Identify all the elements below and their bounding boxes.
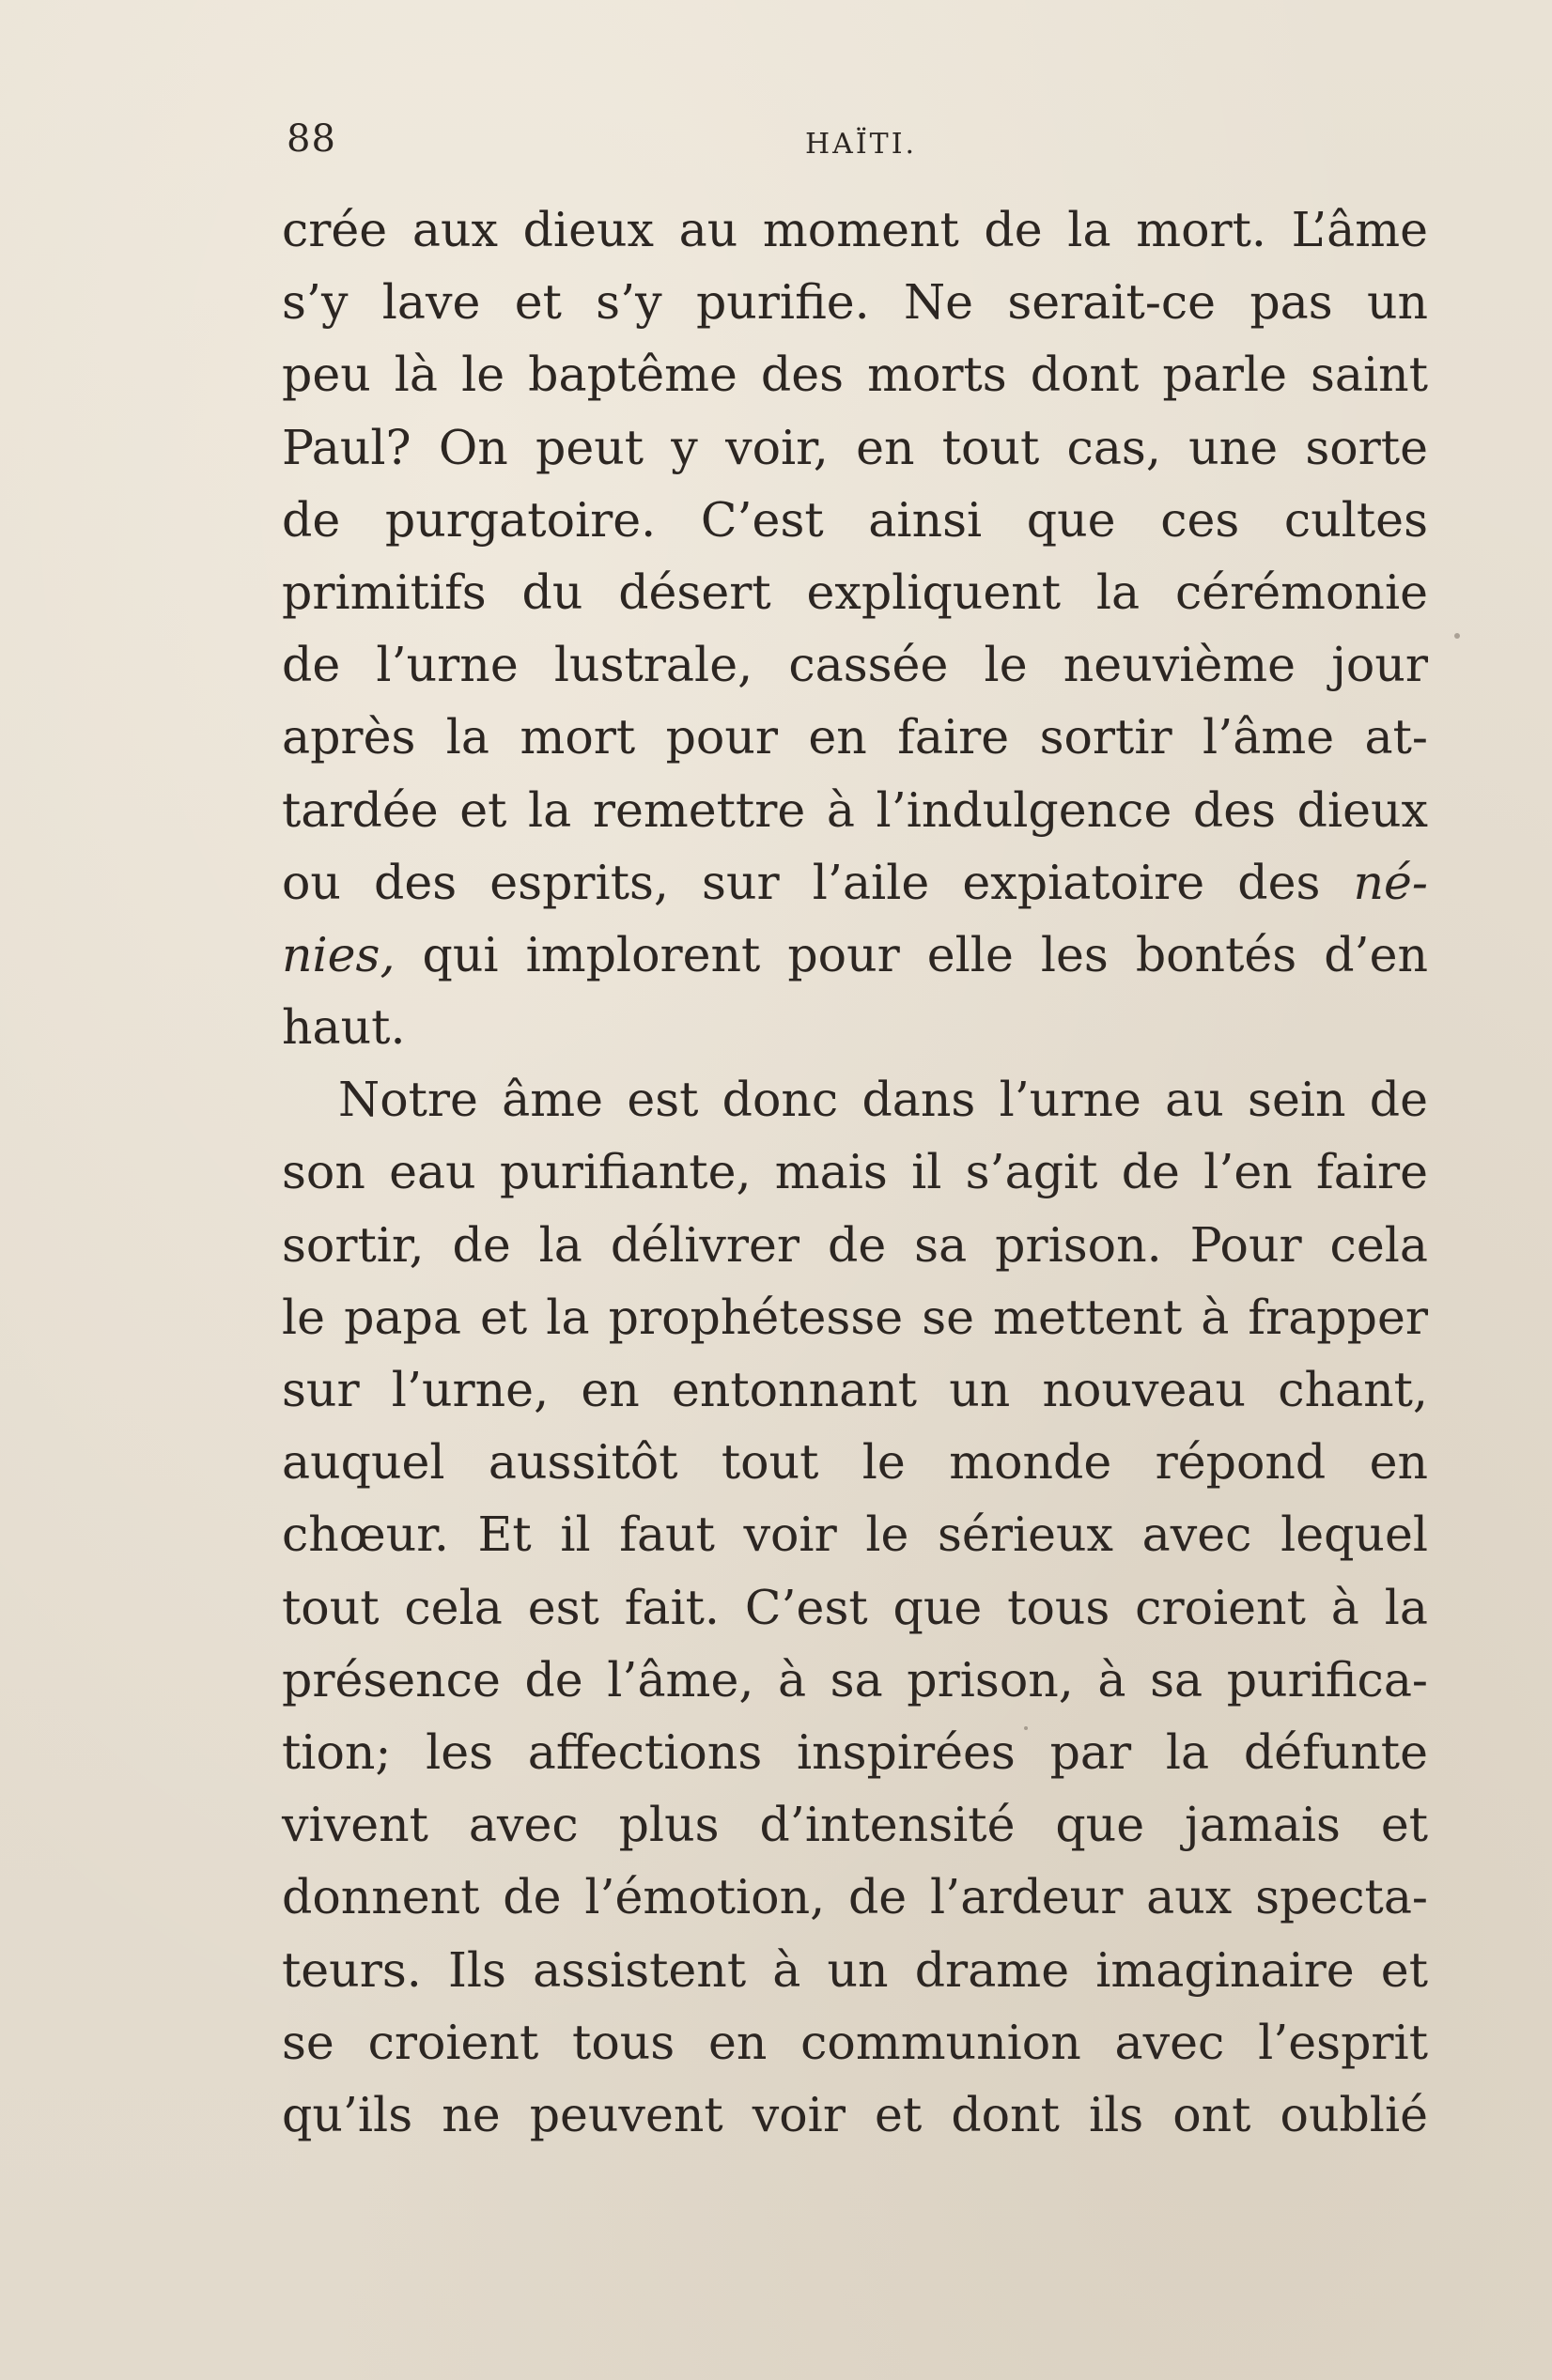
text-line: après la mort pour en faire sortir l’âme at- <box>282 709 1428 765</box>
text-line: sortir, de la délivrer de sa prison. Pour cela <box>282 1216 1428 1273</box>
paper-speck <box>1454 633 1460 639</box>
text-line: auquel aussitôt tout le monde répond en <box>282 1434 1428 1491</box>
running-head: HAÏTI. <box>805 128 918 161</box>
text-line: tion; les affections inspirées par la défunte <box>282 1723 1428 1780</box>
page-header <box>287 111 1428 167</box>
text-line: Paul? On peut y voir, en tout cas, une sorte <box>282 419 1428 475</box>
text-line: son eau purifiante, mais il s’agit de l’en faire <box>282 1144 1428 1200</box>
text-line: nies, qui implorent pour elle les bontés d’en <box>282 926 1428 982</box>
italic-word: nies, <box>282 926 396 982</box>
text-line: ou des esprits, sur l’aile expiatoire des né- <box>282 854 1428 910</box>
text-line: Notre âme est donc dans l’urne au sein de <box>338 1072 1428 1128</box>
text-line: primitifs du désert expliquent la cérémonie <box>282 564 1428 620</box>
text-line: sur l’urne, en entonnant un nouveau chant, <box>282 1362 1428 1417</box>
text-line: vivent avec plus d’intensité que jamais et <box>282 1797 1428 1853</box>
text-line: donnent de l’émotion, de l’ardeur aux specta- <box>282 1869 1428 1925</box>
body-text <box>282 193 1428 2151</box>
text-line: haut. <box>282 999 406 1056</box>
text-line: chœur. Et il faut voir le sérieux avec lequel <box>282 1507 1428 1563</box>
paper-speck <box>1024 1726 1028 1730</box>
text-line: présence de l’âme, à sa prison, à sa purifica- <box>282 1651 1428 1708</box>
text-line: qu’ils ne peuvent voir et dont ils ont oublié <box>282 2086 1428 2142</box>
text-line: peu là le baptême des morts dont parle saint <box>282 347 1428 403</box>
text-line: de l’urne lustrale, cassée le neuvième jour <box>282 637 1428 693</box>
text-line: teurs. Ils assistent à un drame imaginaire et <box>282 1941 1428 1998</box>
text-line: se croient tous en communion avec l’esprit <box>282 2014 1428 2070</box>
page-number: 88 <box>287 117 336 161</box>
text-line: tout cela est fait. C’est que tous croient à la <box>282 1579 1428 1635</box>
text-line: tardée et la remettre à l’indulgence des dieux <box>282 781 1428 838</box>
italic-word: né- <box>1353 854 1428 910</box>
text-line: s’y lave et s’y purifie. Ne serait-ce pas un <box>282 274 1428 331</box>
text-line: de purgatoire. C’est ainsi que ces cultes <box>282 491 1428 548</box>
text-line: le papa et la prophétesse se mettent à frapper <box>282 1289 1428 1345</box>
text-line: crée aux dieux au moment de la mort. L’âme <box>282 202 1428 257</box>
